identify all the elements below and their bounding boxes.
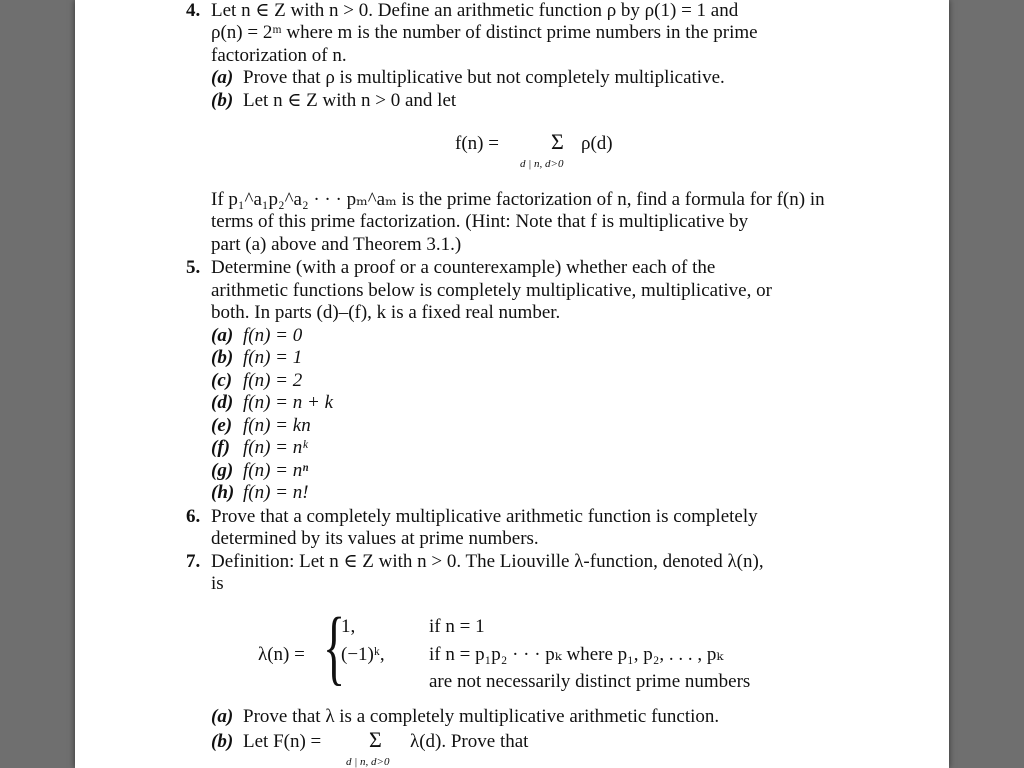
problem-number: 6. — [186, 506, 201, 527]
problem-text-line: Let n ∈ Z with n > 0. Define an arithmetic function ρ by ρ(1) = 1 and — [211, 0, 739, 21]
part-text: Let n ∈ Z with n > 0 and let — [243, 90, 457, 111]
part-text: f(n) = kn — [243, 415, 311, 436]
part-label: (b) — [211, 731, 234, 752]
problem-text-line: Determine (with a proof or a counterexample) whether each of the — [211, 257, 716, 278]
part-label: (f) — [211, 437, 230, 458]
summation-symbol: Σ — [369, 727, 382, 752]
document-page — [75, 0, 949, 768]
problem-text-line: both. In parts (d)–(f), k is a fixed real number. — [211, 302, 561, 323]
part-label: (d) — [211, 392, 234, 413]
case-condition: are not necessarily distinct prime numbers — [429, 671, 751, 692]
part-label: (g) — [211, 460, 234, 481]
part-label: (a) — [211, 67, 234, 88]
part-text: f(n) = n! — [243, 482, 309, 503]
part-label: (c) — [211, 370, 233, 391]
problem-text-line: ρ(n) = 2ᵐ where m is the number of distinct prime numbers in the prime — [211, 22, 758, 43]
summation-subscript: d | n, d>0 — [346, 756, 390, 768]
problem-text-line: terms of this prime factorization. (Hint: Note that f is multiplicative by — [211, 211, 749, 232]
part-label: (a) — [211, 325, 234, 346]
left-brace: { — [323, 601, 346, 694]
part-text: f(n) = 1 — [243, 347, 303, 368]
part-label: (b) — [211, 90, 234, 111]
case-value: (−1)ᵏ, — [341, 644, 385, 665]
problem-text-line: If p₁^a₁p₂^a₂ · · · pₘ^aₘ is the prime factorization of n, find a formula for f(n) in — [211, 189, 825, 210]
problem-text-line: factorization of n. — [211, 45, 347, 66]
problem-text-line: part (a) above and Theorem 3.1.) — [211, 234, 462, 255]
case-condition: if n = p₁p₂ · · · pₖ where p₁, p₂, . . . , pₖ — [429, 644, 724, 665]
part-text: f(n) = n + k — [243, 392, 334, 413]
problem-text-line: is — [211, 573, 224, 594]
part-text: f(n) = nᵏ — [243, 437, 308, 458]
part-text: λ(d). Prove that — [410, 731, 529, 752]
summation-subscript: d | n, d>0 — [520, 158, 564, 170]
part-label: (e) — [211, 415, 233, 436]
summation-symbol: Σ — [551, 129, 564, 154]
part-label: (a) — [211, 706, 234, 727]
problem-number: 7. — [186, 551, 201, 572]
problem-number: 4. — [186, 0, 201, 21]
problem-number: 5. — [186, 257, 201, 278]
part-text: Prove that ρ is multiplicative but not completely multiplicative. — [243, 67, 725, 88]
part-label: (h) — [211, 482, 235, 503]
problem-text-line: arithmetic functions below is completely multiplicative, multiplicative, or — [211, 280, 772, 301]
part-text: f(n) = 0 — [243, 325, 303, 346]
part-text: Let F(n) = — [243, 731, 322, 752]
case-value: 1, — [341, 616, 356, 637]
formula-lhs: f(n) = — [455, 133, 499, 154]
part-text: f(n) = 2 — [243, 370, 303, 391]
problem-text-line: Definition: Let n ∈ Z with n > 0. The Liouville λ-function, denoted λ(n), — [211, 551, 764, 572]
problem-text-line: Prove that a completely multiplicative arithmetic function is completely — [211, 506, 758, 527]
part-label: (b) — [211, 347, 234, 368]
part-text: f(n) = nⁿ — [243, 460, 309, 481]
problem-text-line: determined by its values at prime numbers. — [211, 528, 539, 549]
part-text: Prove that λ is a completely multiplicative arithmetic function. — [243, 706, 720, 727]
case-condition: if n = 1 — [429, 616, 485, 637]
formula-rhs: ρ(d) — [581, 133, 613, 154]
formula-lhs: λ(n) = — [258, 644, 305, 665]
